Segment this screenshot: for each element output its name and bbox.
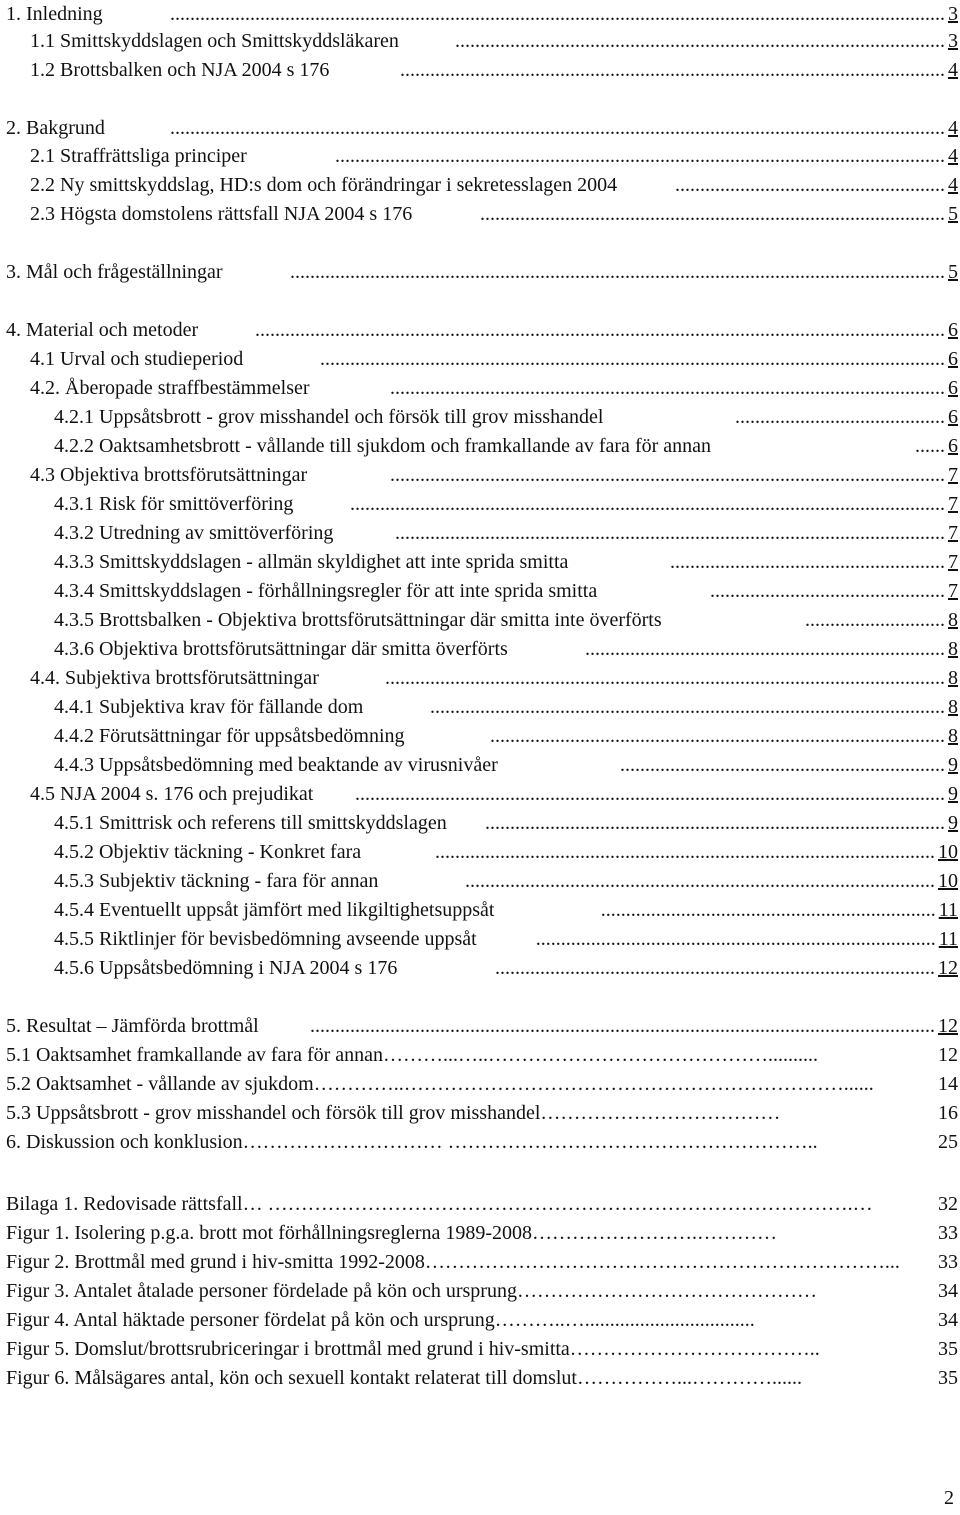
toc-entry-page-number[interactable]: 6 [947, 345, 958, 374]
toc-entry-page-number[interactable]: 7 [947, 519, 958, 548]
toc-entry-page-number: 32 [937, 1190, 958, 1219]
toc-entry[interactable] [54, 606, 958, 635]
toc-entry-leader-dots: .......................................................................................................................................... [255, 319, 945, 341]
toc-entry-leader-dots: ....................................................................................................................... [350, 493, 945, 515]
toc-entry-title: 1. Inledning [6, 3, 103, 25]
toc-entry-title: 4.4.3 Uppsåtsbedömning med beaktande av virusnivåer [54, 754, 498, 776]
toc-entry-leader-dots: ........................................................................................................................................................... [170, 3, 945, 25]
toc-entry-leader-dots: ................................................................................ [535, 928, 936, 950]
toc-entry-page-number[interactable]: 10 [937, 867, 958, 896]
toc-entry-page-number: 34 [937, 1277, 958, 1306]
toc-entry-title: Figur 6. Målsägares antal, kön och sexuell kontakt relaterat till domslut……………...…………...... [6, 1367, 802, 1389]
toc-entry-title: Bilaga 1. Redovisade rättsfall… …………………………………………………………………………….… [6, 1193, 873, 1215]
toc-entry-leader-dots: ........................................................................................ [495, 957, 935, 979]
toc-entry[interactable] [54, 722, 958, 751]
toc-entry-page-number[interactable]: 6 [947, 432, 958, 461]
toc-entry-title: 5.3 Uppsåtsbrott - grov misshandel och försök till grov misshandel……………………………… [6, 1102, 781, 1124]
toc-entry[interactable] [54, 838, 958, 867]
toc-entry-leader-dots: .................................................................................................. [455, 30, 945, 52]
toc-entry-page-number[interactable]: 4 [947, 114, 958, 143]
toc-entry-leader-dots: ...................................................... [675, 174, 945, 196]
toc-entry-page-number: 34 [937, 1306, 958, 1335]
toc-entry[interactable] [54, 925, 958, 954]
toc-entry-page-number[interactable]: 5 [947, 258, 958, 287]
toc-entry[interactable] [54, 432, 958, 461]
toc-entry-title: Figur 4. Antal häktade personer fördelat på kön och ursprung………..….................................. [6, 1309, 755, 1331]
toc-entry-title: Figur 3. Antalet åtalade personer fördelade på kön och ursprung……………………………………… [6, 1280, 817, 1302]
toc-entry[interactable] [54, 751, 958, 780]
toc-entry-title: 2. Bakgrund [6, 117, 105, 139]
toc-entry-title: 4.5.3 Subjektiv täckning - fara för annan [54, 870, 379, 892]
toc-entry-title: 4.3.2 Utredning av smittöverföring [54, 522, 334, 544]
toc-entry-leader-dots: ................................................................................................................ [385, 667, 945, 689]
toc-entry[interactable] [54, 867, 958, 896]
toc-entry-title: 5.2 Oaktsamhet - vållande av sjukdom…………..…………………………………………………………...... [6, 1073, 874, 1095]
toc-entry[interactable] [30, 461, 958, 490]
toc-entry-page-number[interactable]: 3 [947, 27, 958, 56]
toc-entry-title: 4.3.4 Smittskyddslagen - förhållningsregler för att inte sprida smitta [54, 580, 598, 602]
toc-entry-page-number[interactable]: 6 [947, 403, 958, 432]
toc-entry-title: 4.4. Subjektiva brottsförutsättningar [30, 667, 319, 689]
toc-entry-title: 1.2 Brottsbalken och NJA 2004 s 176 [30, 59, 330, 81]
toc-entry-title: 4.2.2 Oaktsamhetsbrott - vållande till sjukdom och framkallande av fara för annan [54, 435, 712, 457]
toc-entry-leader-dots: .......................................................................................................................... [335, 145, 945, 167]
toc-entry-title: 1.1 Smittskyddslagen och Smittskyddsläkaren [30, 30, 399, 52]
toc-entry-title: 4. Material och metoder [6, 319, 199, 341]
toc-entry-page-number: 33 [937, 1219, 958, 1248]
toc-entry-page-number[interactable]: 8 [947, 722, 958, 751]
toc-entry-title: Figur 5. Domslut/brottsrubriceringar i brottmål med grund i hiv-smitta……………………………….. [6, 1338, 820, 1360]
toc-entry-title: 6. Diskussion och konklusion………………………… ……………………………………………….. [6, 1131, 818, 1153]
toc-entry-page-number: 16 [937, 1099, 958, 1128]
toc-entry-title: 4.5.1 Smittrisk och referens till smittskyddslagen [54, 812, 447, 834]
toc-entry[interactable] [30, 345, 958, 374]
toc-entry[interactable] [54, 809, 958, 838]
toc-entry-page-number[interactable]: 7 [947, 490, 958, 519]
toc-entry[interactable] [30, 171, 958, 200]
toc-entry[interactable] [54, 403, 958, 432]
toc-entry[interactable] [54, 954, 958, 983]
toc-entry[interactable] [6, 258, 958, 287]
toc-entry[interactable] [6, 316, 958, 345]
toc-entry-leader-dots: ...................................................................................................................... [355, 783, 945, 805]
toc-entry [6, 1335, 958, 1364]
toc-entry[interactable] [54, 548, 958, 577]
toc-entry-page-number[interactable]: 7 [947, 548, 958, 577]
toc-entry-page-number: 33 [937, 1248, 958, 1277]
toc-entry-title: 4.5.6 Uppsåtsbedömning i NJA 2004 s 176 [54, 957, 398, 979]
toc-entry[interactable] [54, 577, 958, 606]
toc-entry-title: 2.1 Straffrättsliga principer [30, 145, 247, 167]
toc-entry-page-number[interactable]: 6 [947, 316, 958, 345]
toc-entry [6, 1128, 958, 1157]
toc-entry-page-number[interactable]: 9 [947, 780, 958, 809]
toc-entry-page-number[interactable]: 12 [937, 1012, 958, 1041]
toc-entry-page-number: 35 [937, 1335, 958, 1364]
toc-entry [6, 1219, 958, 1248]
toc-entry-title: 4.3.1 Risk för smittöverföring [54, 493, 294, 515]
toc-entry-leader-dots: .............................................................................................. [465, 870, 935, 892]
toc-entry-leader-dots: ....................................................................................................... [430, 696, 945, 718]
toc-entry-title: 2.2 Ny smittskyddslag, HD:s dom och förändringar i sekretesslagen 2004 [30, 174, 618, 196]
toc-entry-leader-dots: ........................................................................ [585, 638, 945, 660]
toc-entry-page-number[interactable]: 8 [947, 606, 958, 635]
toc-entry-title: 4.5.4 Eventuellt uppsåt jämfört med likgiltighetsuppsåt [54, 899, 495, 921]
toc-entry-title: 2.3 Högsta domstolens rättsfall NJA 2004 s 176 [30, 203, 413, 225]
toc-entry-page-number[interactable]: 3 [947, 0, 958, 29]
toc-entry-page-number[interactable]: 9 [947, 751, 958, 780]
toc-entry-page-number[interactable]: 8 [947, 693, 958, 722]
toc-entry-page-number: 25 [937, 1128, 958, 1157]
toc-entry[interactable] [30, 27, 958, 56]
toc-entry[interactable] [6, 114, 958, 143]
toc-entry[interactable] [30, 200, 958, 229]
toc-entry [6, 1277, 958, 1306]
toc-entry [6, 1099, 958, 1128]
toc-entry-leader-dots: ................................................................................................................................... [290, 261, 945, 283]
toc-entry[interactable] [30, 142, 958, 171]
page-number: 2 [944, 1487, 954, 1509]
toc-entry-page-number[interactable]: 11 [938, 896, 958, 925]
toc-entry-page-number[interactable]: 6 [947, 374, 958, 403]
toc-entry[interactable] [54, 519, 958, 548]
toc-entry[interactable] [30, 664, 958, 693]
toc-entry[interactable] [30, 374, 958, 403]
toc-entry-title: Figur 1. Isolering p.g.a. brott mot förhållningsreglerna 1989-2008…………………….………… [6, 1222, 778, 1244]
toc-entry-title: Figur 2. Brottmål med grund i hiv-smitta 1992-2008……………………………………………………………... [6, 1251, 900, 1273]
toc-entry [6, 1190, 958, 1219]
toc-entry [6, 1248, 958, 1277]
toc-entry-page-number[interactable]: 5 [947, 200, 958, 229]
toc-entry-title: 4.2.1 Uppsåtsbrott - grov misshandel och försök till grov misshandel [54, 406, 604, 428]
toc-entry[interactable] [54, 490, 958, 519]
toc-entry-leader-dots: .......................................... [735, 406, 945, 428]
toc-entry-leader-dots: ............................................................................................................................. [320, 348, 945, 370]
toc-entry-title: 4.5.2 Objektiv täckning - Konkret fara [54, 841, 362, 863]
toc-entry-title: 4.4.1 Subjektiva krav för fällande dom [54, 696, 364, 718]
toc-entry-title: 3. Mål och frågeställningar [6, 261, 223, 283]
toc-entry-title: 4.1 Urval och studieperiod [30, 348, 244, 370]
toc-entry-page-number: 35 [937, 1364, 958, 1393]
toc-entry-leader-dots: ................................................................. [620, 754, 945, 776]
toc-entry [6, 1041, 958, 1070]
toc-entry-page-number[interactable]: 8 [947, 635, 958, 664]
toc-entry-title: 4.5.5 Riktlinjer för bevisbedömning avseende uppsåt [54, 928, 477, 950]
toc-entry-page-number[interactable]: 4 [947, 171, 958, 200]
toc-entry-leader-dots: ............................................................................................. [480, 203, 945, 225]
toc-entry-title: 4.3 Objektiva brottsförutsättningar [30, 464, 308, 486]
toc-entry[interactable] [6, 1012, 958, 1041]
toc-entry-leader-dots: ............................................................................................................... [390, 377, 945, 399]
toc-entry-page-number: 12 [937, 1041, 958, 1070]
toc-entry-title: 4.3.5 Brottsbalken - Objektiva brottsförutsättningar där smitta inte överförts [54, 609, 662, 631]
toc-entry-title: 5.1 Oaktsamhet framkallande av fara för annan………...…..…………………………………….......... [6, 1044, 819, 1066]
toc-entry-page-number[interactable]: 10 [937, 838, 958, 867]
toc-entry-page-number[interactable]: 7 [947, 577, 958, 606]
toc-entry[interactable] [54, 635, 958, 664]
toc-entry-page-number[interactable]: 4 [947, 142, 958, 171]
toc-entry-leader-dots: ............................ [805, 609, 945, 631]
toc-entry-leader-dots: ............................................................................................................. [400, 59, 945, 81]
toc-entry-page-number: 14 [937, 1070, 958, 1099]
toc-entry[interactable] [54, 896, 958, 925]
toc-entry-title: 4.3.6 Objektiva brottsförutsättningar där smitta överförts [54, 638, 508, 660]
toc-entry-leader-dots: ........................................................................................................................................................... [170, 117, 945, 139]
toc-entry-leader-dots: ...... [915, 435, 945, 457]
toc-entry [6, 1306, 958, 1335]
toc-entry-leader-dots: ................................................................... [600, 899, 936, 921]
toc-entry-leader-dots: ............................................................................................................... [390, 464, 945, 486]
toc-entry-title: 5. Resultat – Jämförda brottmål [6, 1015, 259, 1037]
toc-entry-page-number[interactable]: 11 [938, 925, 958, 954]
toc-entry[interactable] [30, 780, 958, 809]
toc-entry-leader-dots: ........................................................................................... [490, 725, 945, 747]
toc-entry [6, 1364, 958, 1393]
toc-entry-page-number[interactable]: 4 [947, 56, 958, 85]
toc-entry-leader-dots: ............................................................................................................................. [310, 1015, 935, 1037]
toc-entry-page-number[interactable]: 12 [937, 954, 958, 983]
toc-entry-leader-dots: .................................................................................................... [435, 841, 935, 863]
toc-entry-page-number[interactable]: 7 [947, 461, 958, 490]
toc-entry [6, 1070, 958, 1099]
toc-entry[interactable] [54, 693, 958, 722]
toc-entry-leader-dots: ....................................................... [670, 551, 945, 573]
toc-entry-title: 4.3.3 Smittskyddslagen - allmän skyldighet att inte sprida smitta [54, 551, 569, 573]
toc-entry-leader-dots: .............................................................................................................. [395, 522, 945, 544]
toc-entry-page-number[interactable]: 9 [947, 809, 958, 838]
toc-entry-page-number[interactable]: 8 [947, 664, 958, 693]
toc-entry-leader-dots: ............................................................................................ [485, 812, 945, 834]
toc-entry-leader-dots: ............................................... [710, 580, 945, 602]
toc-entry[interactable] [30, 56, 958, 85]
toc-entry-title: 4.2. Åberopade straffbestämmelser [30, 377, 310, 399]
toc-entry-title: 4.4.2 Förutsättningar för uppsåtsbedömning [54, 725, 405, 747]
toc-entry[interactable] [6, 0, 958, 29]
toc-entry-title: 4.5 NJA 2004 s. 176 och prejudikat [30, 783, 314, 805]
